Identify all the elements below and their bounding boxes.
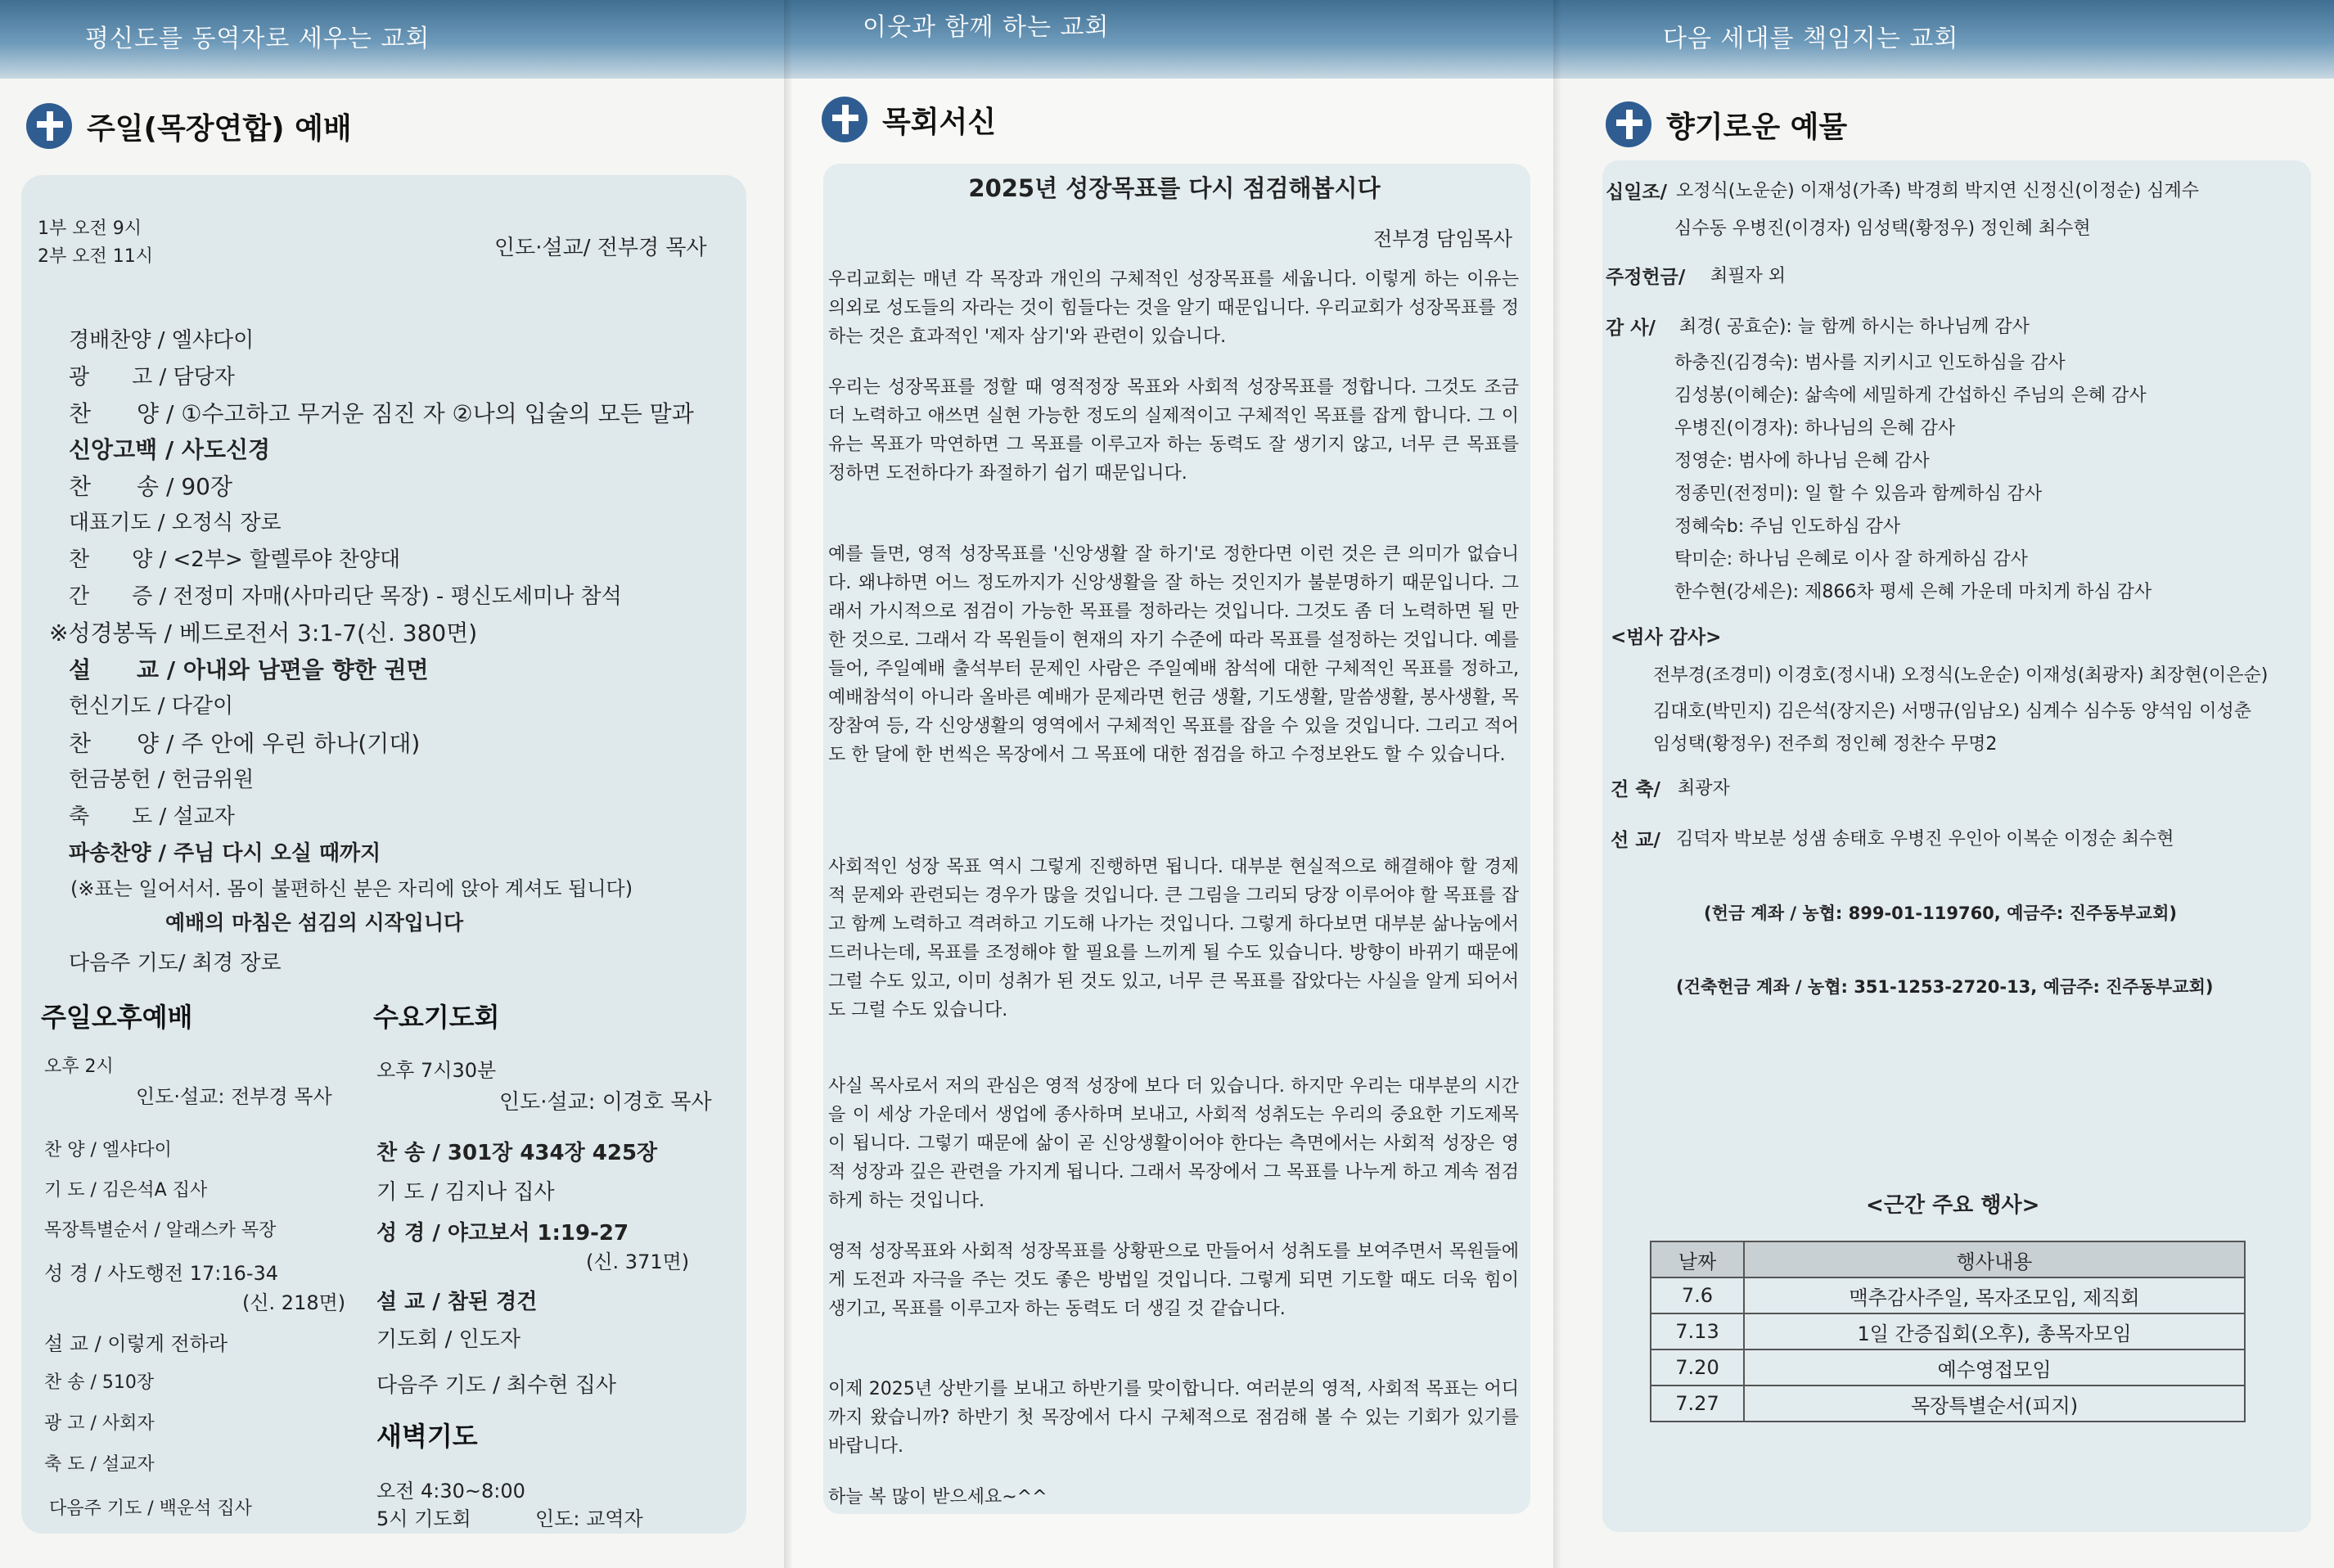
banner-text: 이웃과 함께 하는 교회: [863, 13, 1110, 42]
all-thanks-label: <범사 감사>: [1611, 627, 1722, 648]
weekly-offering-label: 주정헌금/: [1606, 267, 1686, 288]
building-value: 최광자: [1678, 778, 1730, 799]
standing-note: (※표는 일어서서. 몸이 불편하신 분은 자리에 앉아 계셔도 됩니다): [70, 877, 633, 900]
order-item: 파송찬양 / 주님 다시 오실 때까지: [69, 841, 381, 866]
letter-paragraph: 이제 2025년 상반기를 보내고 하반기를 맞이합니다. 여러분의 영적, 사회적 목표는 어디까지 왔습니까? 하반기 첫 목장에서 다시 구체적으로 점검해 볼 수 있는 기회가 있기를 바랍니다.: [828, 1379, 1519, 1457]
church-cross-logo-icon: [26, 103, 72, 149]
service-time-2: 2부 오전 11시: [38, 246, 153, 267]
service-time-1: 1부 오전 9시: [38, 219, 142, 239]
wednesday-item: 성 경 / 야고보서 1:19-27: [376, 1221, 629, 1246]
weekly-offering-value: 최필자 외: [1710, 266, 1787, 286]
offering-account: (헌금 계좌 / 농협: 899-01-119760, 예금주: 진주동부교회): [1704, 903, 2177, 923]
event-date: 7.6: [1651, 1277, 1744, 1313]
order-item: ※성경봉독 / 베드로전서 3:1-7(신. 380면): [49, 620, 478, 647]
afternoon-time: 오후 2시: [44, 1057, 114, 1077]
letter-closing: 하늘 복 많이 받으세요~^^: [828, 1487, 1048, 1507]
fold-crease: [1553, 0, 1561, 1568]
mission-label: 선 교/: [1611, 830, 1660, 851]
table-row: [1651, 1277, 2245, 1313]
order-item: 찬 양 / <2부> 할렐루야 찬양대: [69, 547, 401, 572]
wednesday-item: 찬 송 / 301장 434장 425장: [376, 1141, 658, 1165]
thanks-line: 하충진(김경숙): 범사를 지키시고 인도하심을 감사: [1674, 353, 2066, 373]
event-name: 예수영접모임: [1744, 1349, 2245, 1386]
order-item: 신앙고백 / 사도신경: [69, 436, 271, 463]
tithe-names: 심수동 우병진(이경자) 임성택(황정우) 정인혜 최수현: [1674, 219, 2091, 239]
thanks-line: 한수현(강세은): 제866차 평세 은혜 가운데 마치게 하심 감사: [1674, 582, 2152, 602]
events-table: [1650, 1241, 2246, 1422]
table-row: [1651, 1349, 2245, 1386]
wednesday-item: 다음주 기도 / 최수현 집사: [376, 1373, 616, 1398]
section-title: 목회서신: [882, 105, 997, 139]
all-thanks-names: 전부경(조경미) 이경호(정시내) 오정식(노운순) 이재성(최광자) 최장현(이은순): [1653, 665, 2269, 686]
building-account: (건축헌금 계좌 / 농협: 351-1253-2720-13, 예금주: 진주동부교회): [1676, 977, 2214, 997]
afternoon-item: 기 도 / 김은석A 집사: [44, 1180, 208, 1201]
order-item: 설 교 / 아내와 남편을 향한 권면: [69, 656, 429, 683]
section-header: [822, 97, 996, 142]
wednesday-item: 설 교 / 참된 경건: [376, 1290, 538, 1314]
letter-paragraph: 예를 들면, 영적 성장목표를 '신앙생활 잘 하기'로 정한다면 이런 것은 큰 의미가 없습니다. 왜냐하면 어느 정도까지가 신앙생활을 잘 하는 것인지가 불분명하기 때문입니다. 그래서 가시적으로 점검이 가능한 목표를 정하라는 것입니다. 그것도 좀 더 노력하면 될 만한 것으로. 그래서 각 목원들이 현재의 자기 수준에 따라 목표를 설정하는 것입니다. 예를 들어, 주일예배 출석부터 문제인 사람은 주일예배 참석에 대한 구체적인 목표를 정하고, 예배참석이 아니라 올바른 예배가 문제라면 헌금 생활, 기도생활, 말씀생활, 봉사생활, 목장참여 등, 각 신앙생활의 영역에서 구체적인 목표를 잡을 수 있을 것입니다. 그리고 적어도 한 달에 한 번씩은 목장에서 그 목표에 대한 점검을 하고 수정보완도 할 수 있습니다.: [828, 544, 1519, 765]
banner: [1557, 0, 2334, 79]
section-header: [26, 103, 352, 149]
wednesday-leader: 인도·설교: 이경호 목사: [499, 1090, 712, 1115]
order-item: 축 도 / 설교자: [69, 804, 235, 829]
banner-text: 평신도를 동역자로 세우는 교회: [85, 25, 430, 53]
thanks-line: 우병진(이경자): 하나님의 은혜 감사: [1674, 418, 1956, 439]
section-header: [1606, 101, 1847, 147]
church-cross-logo-icon: [1606, 101, 1651, 147]
wednesday-title: 수요기도회: [373, 1002, 500, 1033]
afternoon-item: 축 도 / 설교자: [44, 1454, 155, 1475]
table-row: [1651, 1386, 2245, 1422]
table-row: [1651, 1313, 2245, 1349]
order-item: 간 증 / 전정미 자매(사마리단 목장) - 평신도세미나 참석: [69, 584, 622, 609]
letter-title: 2025년 성장목표를 다시 점검해봅시다: [968, 174, 1381, 202]
wednesday-item: 기도회 / 인도자: [376, 1327, 520, 1352]
order-item: 대표기도 / 오정식 장로: [69, 511, 282, 535]
service-leader: 인도·설교/ 전부경 목사: [494, 236, 707, 260]
events-title: <근간 주요 행사>: [1866, 1193, 2040, 1218]
thanks-line: 최경( 공효순): 늘 함께 하시는 하나님께 감사: [1679, 317, 2030, 337]
banner: [0, 0, 792, 79]
letter-paragraph: 사회적인 성장 목표 역시 그렇게 진행하면 됩니다. 대부분 현실적으로 해결해야 할 경제적 문제와 관련되는 경우가 많을 것입니다. 큰 그림을 그리되 당장 이루어야 할 목표를 잡고 함께 노력하고 격려하고 기도해 나가는 것입니다. 그렇게 하다보면 대부분 삶나눔에서 드러나는데, 목표를 조정해야 할 필요를 느끼게 될 수도 있습니다. 방향이 바뀌기 때문에 그럴 수도 있고, 이미 성취가 된 것도 있고, 너무 큰 목표를 잡았다는 사실을 알게 되어서도 그럴 수도 있습니다.: [828, 857, 1519, 1021]
letter-paragraph: 우리는 성장목표를 정할 때 영적정장 목표와 사회적 성장목표를 정합니다. 그것도 조금 더 노력하고 애쓰면 실현 가능한 정도의 실제적이고 구체적인 목표를 잡게 합니다. 그 이유는 목표가 막연하면 그 목표를 이루고자 하는 동력도 잘 생기지 않고, 너무 큰 목표를 정하면 도전하다가 좌절하기 쉽기 때문입니다.: [828, 377, 1519, 484]
event-date: 7.27: [1651, 1386, 1744, 1422]
column-header-date: 날짜: [1651, 1241, 1744, 1277]
dawn-title: 새벽기도: [376, 1421, 478, 1452]
order-item: 헌신기도 / 다같이: [69, 694, 234, 719]
banner-text: 다음 세대를 책임지는 교회: [1663, 25, 1959, 53]
next-week-prayer: 다음주 기도/ 최경 장로: [69, 951, 282, 975]
letter-paragraph: 사실 목사로서 저의 관심은 영적 성장에 보다 더 있습니다. 하지만 우리는 대부분의 시간을 이 세상 가운데서 생업에 종사하며 보내고, 사회적 성취도는 우리의 중요한 기도제목이 됩니다. 그렇기 때문에 삶이 곧 신앙생활이어야 한다는 측면에서는 사회적 성장은 영적 성장과 깊은 관련을 가지게 됩니다. 그래서 목장에서 그 목표를 나누게 하고 계속 점검하게 하는 것입니다.: [828, 1076, 1519, 1211]
section-title: 향기로운 예물: [1666, 110, 1848, 144]
afternoon-item: 광 고 / 사회자: [44, 1413, 155, 1434]
order-item: 찬 양 / ①수고하고 무거운 짐진 자 ②나의 입술의 모든 말과: [69, 400, 694, 427]
column-header-event: 행사내용: [1744, 1241, 2245, 1277]
event-date: 7.13: [1651, 1313, 1744, 1349]
event-name: 1일 간증집회(오후), 총목자모임: [1744, 1313, 2245, 1349]
afternoon-item: (신. 218면): [242, 1291, 346, 1314]
event-date: 7.20: [1651, 1349, 1744, 1386]
afternoon-item: 찬 양 / 엘샤다이: [44, 1140, 172, 1160]
section-title: 주일(목장연합) 예배: [87, 111, 352, 146]
afternoon-title: 주일오후예배: [41, 1002, 193, 1033]
wednesday-item: 기 도 / 김지나 집사: [376, 1180, 555, 1205]
thanks-line: 정영순: 범사에 하나님 은혜 감사: [1674, 451, 1930, 471]
dawn-leader: 인도: 교역자: [535, 1507, 643, 1530]
afternoon-item: 다음주 기도 / 백운석 집사: [49, 1498, 252, 1519]
tithe-label: 십일조/: [1606, 182, 1668, 203]
tithe-names: 오정식(노운순) 이재성(가족) 박경희 박지연 신정신(이정순) 심계수: [1676, 181, 2200, 201]
church-cross-logo-icon: [822, 97, 867, 142]
pastoral-letter-panel: [792, 0, 1557, 1568]
afternoon-item: 설 교 / 이렇게 전하라: [44, 1332, 228, 1355]
order-item: 헌금봉헌 / 헌금위원: [69, 768, 255, 792]
fold-crease: [784, 0, 792, 1568]
afternoon-item: 목장특별순서 / 알래스카 목장: [44, 1220, 277, 1241]
afternoon-item: 찬 송 / 510장: [44, 1372, 155, 1393]
thanks-label: 감 사/: [1606, 318, 1656, 339]
letter-paragraph: 우리교회는 매년 각 목장과 개인의 구체적인 성장목표를 세웁니다. 이렇게 하는 이유는 의외로 성도들의 자라는 것이 힘들다는 것을 알기 때문입니다. 우리교회가 성장목표를 정하는 것은 효과적인 '제자 삼기'와 관련이 있습니다.: [828, 269, 1519, 347]
thanks-line: 정종민(전정미): 일 할 수 있음과 함께하심 감사: [1674, 484, 2043, 504]
letter-paragraph: 영적 성장목표와 사회적 성장목표를 상황판으로 만들어서 성취도를 보여주면서 목원들에게 도전과 자극을 주는 것도 좋은 방법일 것입니다. 그렇게 되면 기도할 때도 더욱 힘이 생기고, 목표를 이루고자 하는 동력도 더 생길 것 같습니다.: [828, 1241, 1519, 1319]
order-item: 광 고 / 담당자: [69, 365, 235, 390]
thanks-line: 김성봉(이혜순): 삶속에 세밀하게 간섭하신 주님의 은혜 감사: [1674, 385, 2147, 406]
dawn-time: 오전 4:30~8:00: [376, 1480, 525, 1503]
thanks-line: 정혜숙b: 주님 인도하심 감사: [1674, 516, 1901, 537]
closing-phrase: 예배의 마침은 섬김의 시작입니다: [165, 911, 464, 935]
afternoon-leader: 인도·설교: 전부경 목사: [136, 1085, 332, 1108]
thanks-line: 탁미순: 하나님 은혜로 이사 잘 하게하심 감사: [1674, 549, 2028, 570]
event-name: 목장특별순서(피지): [1744, 1386, 2245, 1422]
order-item: 경배찬양 / 엘샤다이: [69, 328, 255, 353]
all-thanks-names: 임성택(황정우) 전주희 정인혜 정찬수 무명2: [1653, 734, 1998, 755]
building-label: 건 축/: [1611, 779, 1660, 800]
order-item: 찬 송 / 90장: [69, 473, 233, 500]
table-header-row: [1651, 1241, 2245, 1277]
banner: [792, 0, 1557, 79]
wednesday-time: 오후 7시30분: [376, 1059, 497, 1082]
letter-author: 전부경 담임목사: [1373, 228, 1512, 250]
event-name: 맥추감사주일, 목자조모임, 제직회: [1744, 1277, 2245, 1313]
wednesday-item: (신. 371면): [586, 1250, 690, 1273]
mission-names: 김덕자 박보분 성샘 송태호 우병진 우인아 이복순 이정순 최수현: [1676, 829, 2174, 849]
worship-panel: [0, 0, 792, 1568]
order-item: 찬 양 / 주 안에 우린 하나(기대): [69, 730, 421, 757]
afternoon-item: 성 경 / 사도행전 17:16-34: [44, 1262, 279, 1285]
all-thanks-names: 김대호(박민지) 김은석(장지은) 서맹규(임남오) 심계수 심수동 양석임 이성춘: [1653, 701, 2252, 722]
dawn-detail: 5시 기도회: [376, 1507, 471, 1530]
